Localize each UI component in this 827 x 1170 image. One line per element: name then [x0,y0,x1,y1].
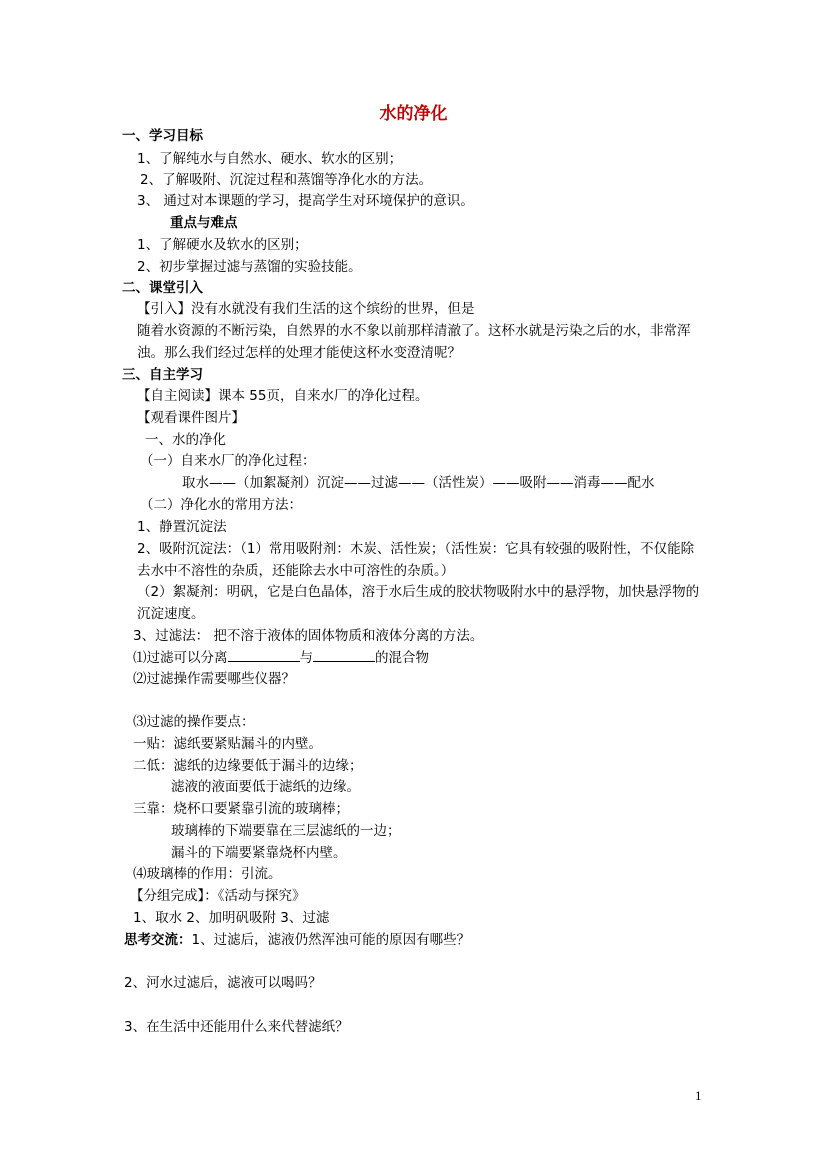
intro-line: 浊。那么我们经过怎样的处理才能使这杯水变澄清呢？ [137,345,461,361]
study-line: 去水中不溶性的杂质，还能除去水中可溶性的杂质。） [137,563,455,579]
section-heading-objectives: 一、学习目标 [122,128,203,144]
key-point-item: 1、了解硬水及软水的区别； [137,237,308,253]
think-label: 思考交流： [124,932,192,948]
study-line: （二）净化水的常用方法： [140,497,302,513]
point-line: 玻璃棒的下端要靠在三层滤纸的一边； [171,823,401,839]
study-line: （2）絮凝剂：明矾，它是白色晶体，溶于水后生成的胶状物吸附水中的悬浮物，加快悬浮物的 [137,584,700,600]
answer-blank[interactable] [313,648,375,662]
points-heading: ⑶过滤的操作要点： [133,714,255,730]
document-title: 水的净化 [379,104,448,124]
purification-process: 取水——（加絮凝剂）沉淀——过滤——（活性炭）——吸附——消毒——配水 [182,475,655,491]
question-text: 的混合物 [375,650,429,666]
study-line: 1、静置沉淀法 [137,519,227,535]
objective-item: 2、了解吸附、沉淀过程和蒸馏等净化水的方法。 [140,172,433,188]
section-heading-intro: 二、课堂引入 [122,280,203,296]
think-question [124,930,470,950]
study-line: 沉淀速度。 [137,606,205,622]
question-text: ⑴过滤可以分离 [133,650,228,666]
group-activity: 【分组完成】：《活动与探究》 [130,888,306,904]
study-line: 一、水的净化 [145,432,226,448]
think-question: 3、在生活中还能用什么来代替滤纸？ [124,1019,349,1035]
page-number: 1 [695,1088,702,1103]
study-line: 【自主阅读】课本 55页，自来水厂的净化过程。 [137,388,429,404]
point-line: 二低：滤纸的边缘要低于漏斗的边缘； [133,758,363,774]
rod-function: ⑷玻璃棒的作用：引流。 [133,866,282,882]
objective-item: 1、了解纯水与自然水、硬水、软水的区别； [137,151,403,167]
section-heading-self-study: 三、自主学习 [122,367,203,383]
study-line: （一）自来水厂的净化过程： [140,453,316,469]
intro-line: 【引入】没有水就没有我们生活的这个缤纷的世界，但是 [137,301,475,317]
activity-steps: 1、取水 2、加明矾吸附 3、过滤 [133,910,330,926]
key-points-heading: 重点与难点 [170,215,238,231]
study-line: 2、吸附沉淀法：（1）常用吸附剂：木炭、活性炭；（活性炭：它具有较强的吸附性，不仅能除 [137,541,695,557]
point-line: 滤液的液面要低于滤纸的边缘。 [171,779,360,795]
answer-blank[interactable] [228,648,300,662]
question: ⑵过滤操作需要哪些仪器？ [133,671,295,687]
question-text: 1、过滤后，滤液仍然浑浊可能的原因有哪些？ [191,932,471,948]
intro-line: 随着水资源的不断污染，自然界的水不象以前那样清澈了。这杯水就是污染之后的水，非常浑 [137,323,691,339]
think-question: 2、河水过滤后，滤液可以喝吗？ [124,975,322,991]
question-text: 与 [299,650,313,666]
point-line: 漏斗的下端要紧靠烧杯内壁。 [171,845,347,861]
objective-item: 3、 通过对本课题的学习，提高学生对环境保护的意识。 [137,193,474,209]
fill-blank-question [133,648,429,668]
study-line: 3、过滤法： 把不溶于液体的固体物质和液体分离的方法。 [133,628,484,644]
point-line: 三靠：烧杯口要紧靠引流的玻璃棒； [133,801,349,817]
study-line: 【观看课件图片】 [137,410,245,426]
point-line: 一贴：滤纸要紧贴漏斗的内壁。 [133,736,322,752]
key-point-item: 2、初步掌握过滤与蒸馏的实验技能。 [137,259,362,275]
